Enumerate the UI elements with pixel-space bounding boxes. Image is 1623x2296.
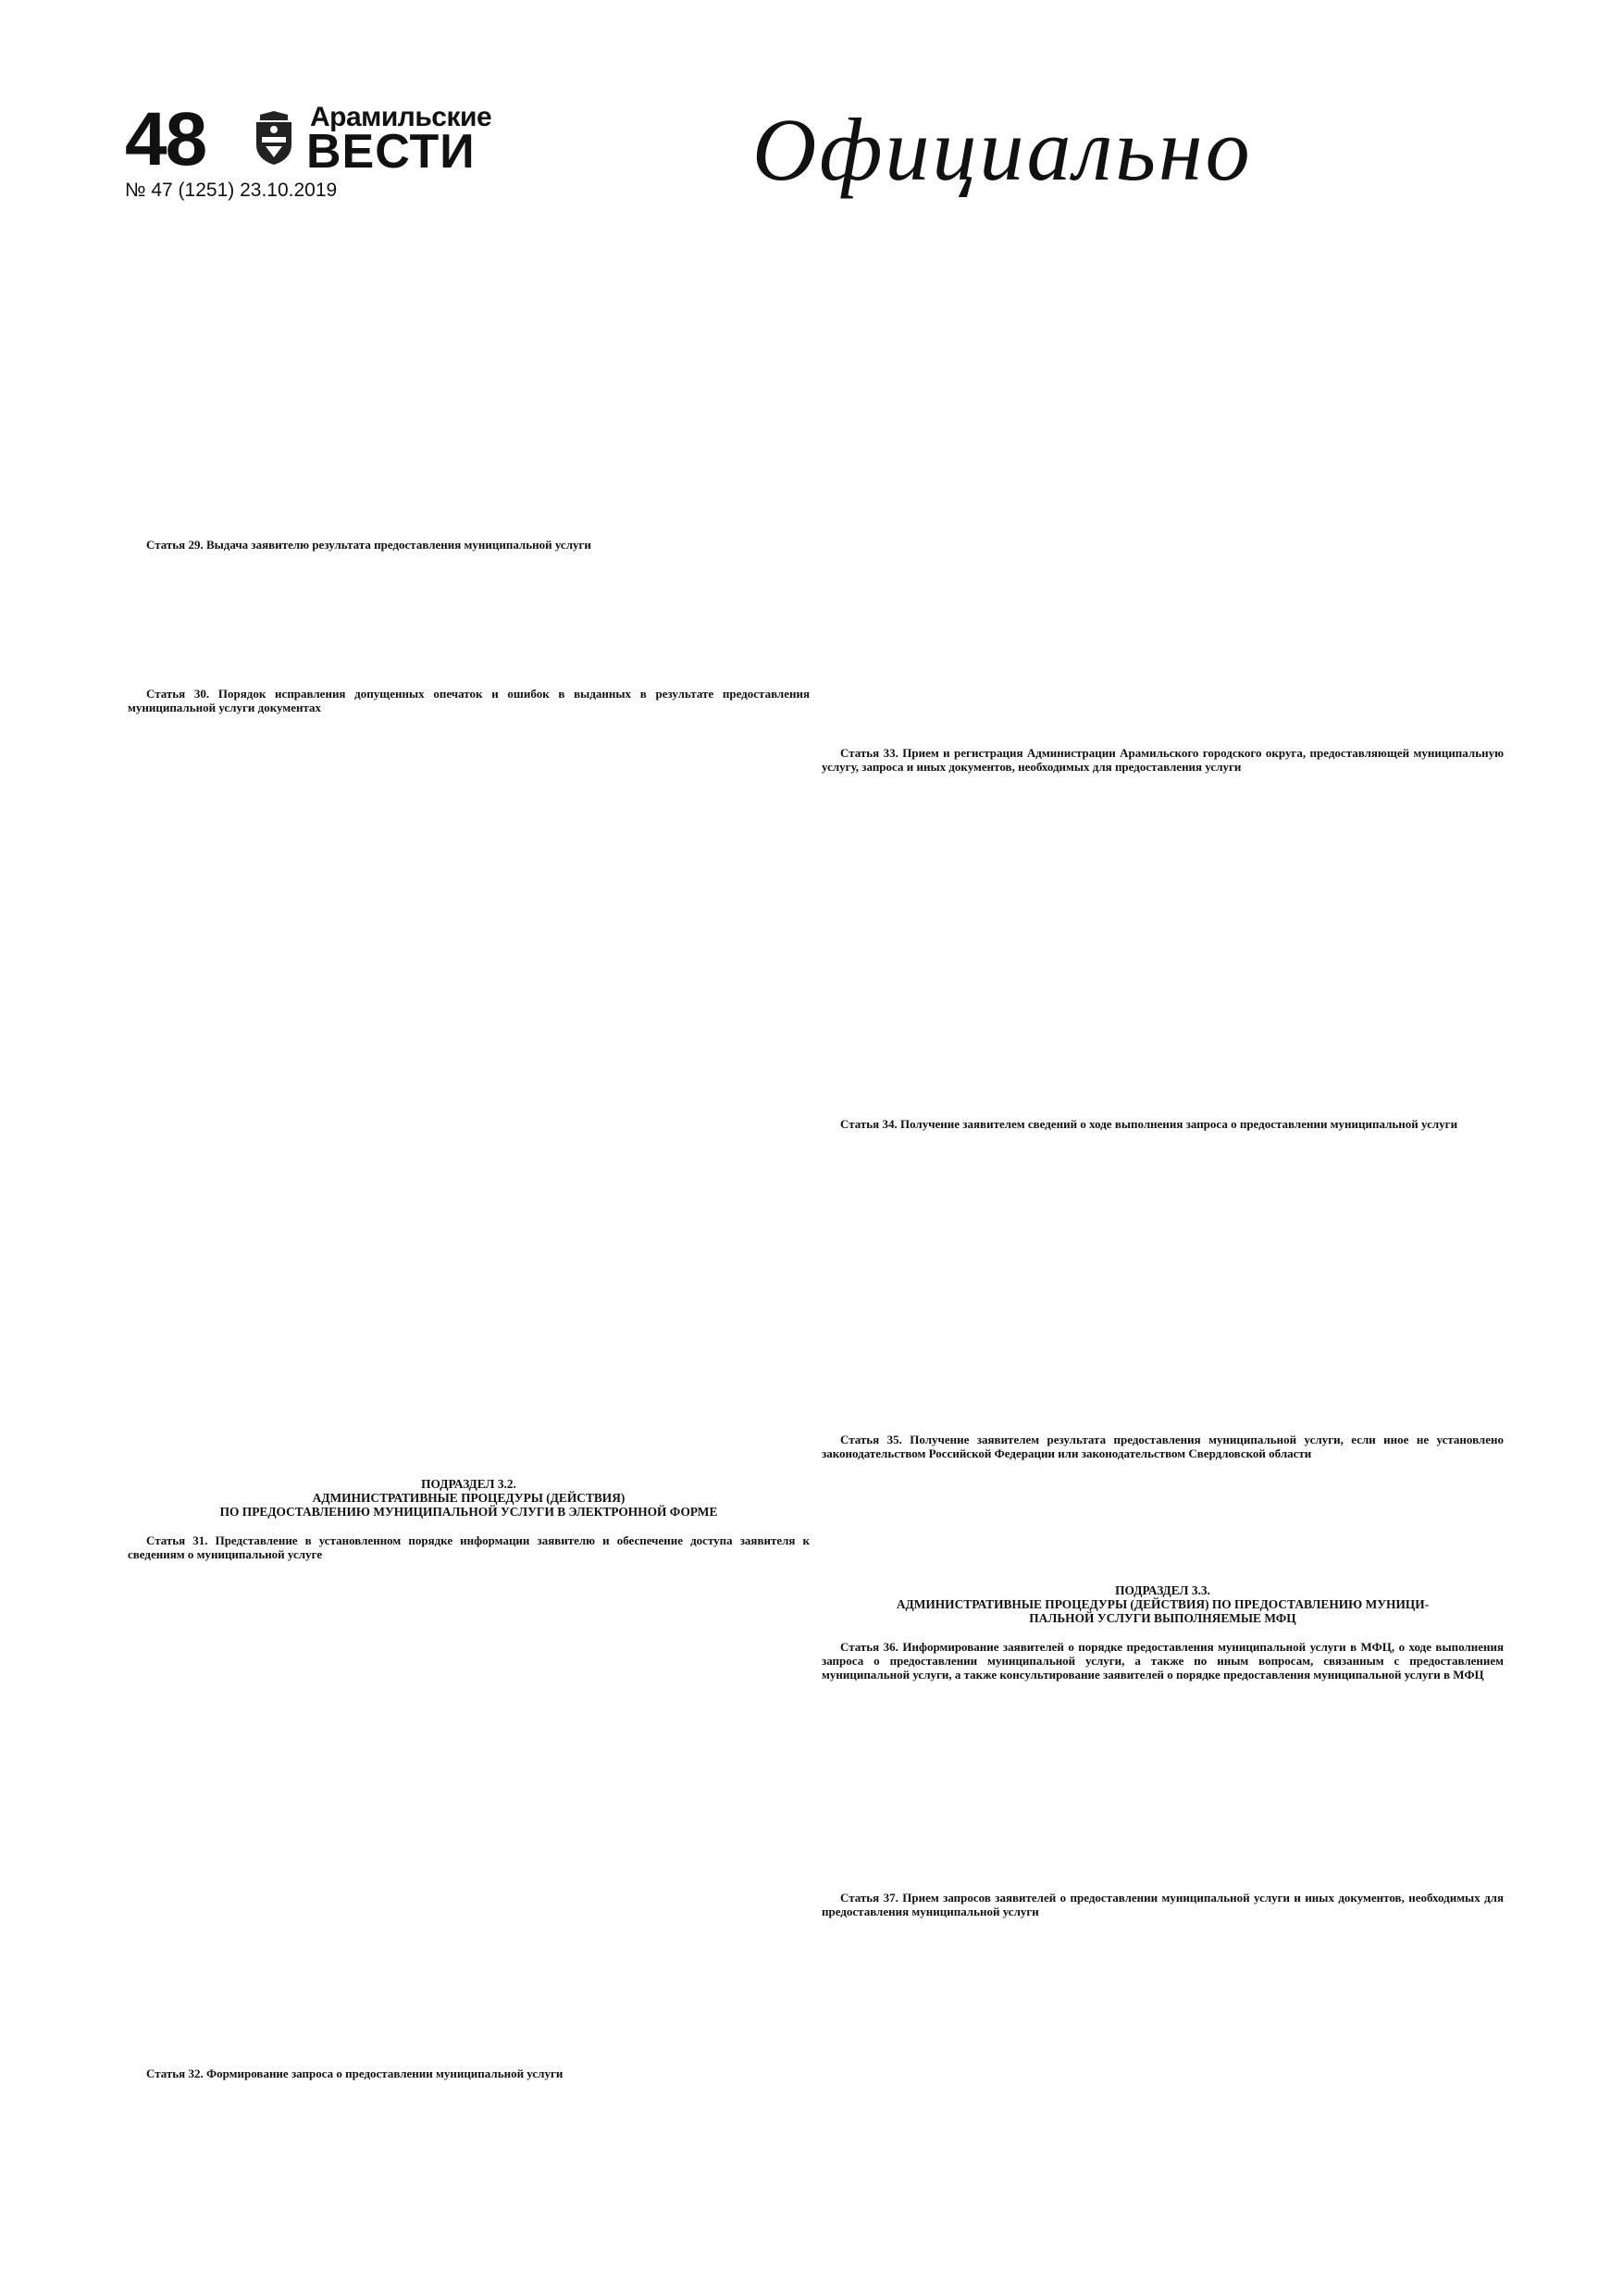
text-placeholder-block [822,1928,1504,2057]
text-placeholder-block [822,1140,1504,1418]
logo-main-text: ВЕСТИ [306,125,476,179]
article-30-heading: Статья 30. Порядок исправления допущенных опечаток и ошибок в выданных в результате предоставления муниципальной услуги документах [128,687,810,714]
text-placeholder-block [822,783,1504,1102]
coat-of-arms-emblem-icon [253,111,295,167]
logo-top-text: Арамильские [310,102,492,132]
page-number: 48 [125,97,206,181]
masthead [125,97,1513,213]
article-29-heading: Статья 29. Выдача заявителю результата предоставления муниципальной услуги [146,538,591,552]
article-35-heading: Статья 35. Получение заявителем результата предоставления муниципальной услуги, если иное не установлено законодательством Российской Федерации или законодательством Свердловской области [822,1433,1504,1460]
text-placeholder-block [128,398,810,481]
text-placeholder-block [128,481,810,523]
article-36-heading: Статья 36. Информирование заявителей о порядке предоставления муниципальной услуги в МФЦ, о ходе выполнения запроса о предоставлении муниципальной услуги, а также по иным вопросам, связанным с предоставлением муниципальной услуги, а также консультирование заявителей о порядке предоставления муниципальной услуги в МФЦ [822,1640,1504,1682]
section-title: Официально [752,100,1253,199]
text-placeholder-block [128,2090,810,2117]
subsection-3-3-heading [822,1583,1504,1625]
issue-number: № 47 (1251) 23.10.2019 [125,180,338,201]
article-31-heading: Статья 31. Представление в установленном порядке информации заявителю и обеспечение доступа заявителя к сведениям о муниципальной услуге [128,1533,810,1561]
text-placeholder-block [128,231,810,398]
subsection-3-3-title-1: АДМИНИСТРАТИВНЫЕ ПРОЦЕДУРЫ (ДЕЙСТВИЯ) ПО ПРЕДОСТАВЛЕНИЮ МУНИЦИ- [896,1597,1430,1611]
subsection-3-2-title-1: АДМИНИСТРАТИВНЫЕ ПРОЦЕДУРЫ (ДЕЙСТВИЯ) [312,1491,626,1505]
text-placeholder-block [822,1470,1504,1567]
article-33-heading: Статья 33. Прием и регистрация Администрации Арамильского городского округа, предоставляющей муниципальную услугу, запроса и иных документов, необходимых для предоставления услуги [822,746,1504,774]
article-32-heading: Статья 32. Формирование запроса о предоставлении муниципальной услуги [146,2066,564,2080]
right-column [822,231,1504,2240]
subsection-3-2-heading [128,1477,810,1519]
subsection-3-3-number: ПОДРАЗДЕЛ 3.3. [1115,1583,1210,1597]
text-placeholder-block [128,561,810,672]
text-placeholder-block [128,724,810,1446]
subsection-3-2-number: ПОДРАЗДЕЛ 3.2. [421,1477,516,1491]
subsection-3-3-title-2: ПАЛЬНОЙ УСЛУГИ ВЫПОЛНЯЕМЫЕ МФЦ [1029,1611,1296,1625]
text-placeholder-block [822,1691,1504,1876]
text-placeholder-block [128,1570,810,2052]
subsection-3-2-title-2: ПО ПРЕДОСТАВЛЕНИЮ МУНИЦИПАЛЬНОЙ УСЛУГИ В ЭЛЕКТРОННОЙ ФОРМЕ [219,1505,718,1519]
text-placeholder-block [822,231,1504,731]
article-37-heading: Статья 37. Прием запросов заявителей о предоставлении муниципальной услуги и иных документов, необходимых для предоставления муниципальной услуги [822,1891,1504,1918]
left-column [128,231,810,2240]
article-34-heading: Статья 34. Получение заявителем сведений о ходе выполнения запроса о предоставлении муниципальной услуги [840,1117,1458,1131]
